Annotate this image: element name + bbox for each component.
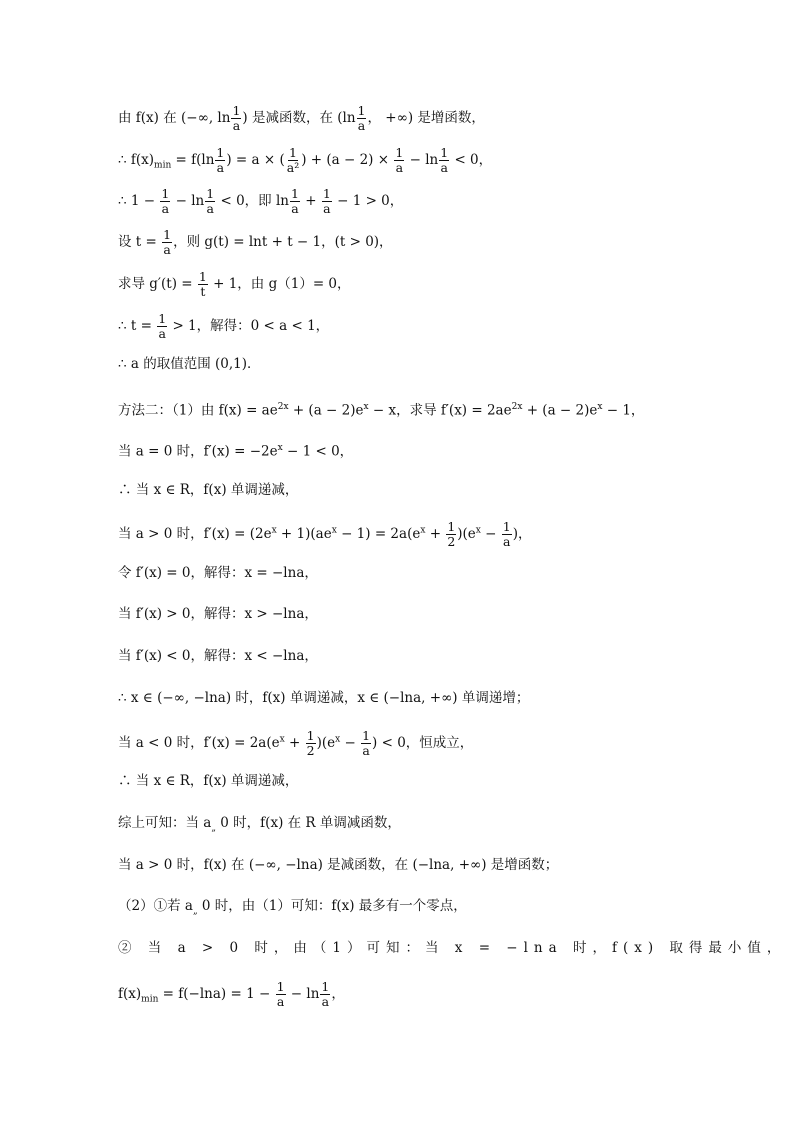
text-line (118, 980, 684, 1010)
text-run: − 1 < 0， (282, 443, 354, 460)
fraction (446, 520, 456, 549)
text-line (118, 187, 684, 216)
fraction-numerator: 1 (163, 227, 172, 242)
text-line (118, 646, 684, 666)
fraction (306, 729, 316, 758)
text-line (118, 688, 684, 708)
text-line (118, 104, 684, 133)
fraction (162, 228, 172, 257)
text-run: 当 a < 0 时，f′(x) = 2a(e (118, 735, 280, 751)
subscript: min (141, 994, 159, 1005)
text-line (118, 270, 684, 299)
text-run: ∴ a 的取值范围 (0,1)． (118, 356, 261, 372)
fraction-denominator: a (163, 242, 171, 257)
fraction-denominator: 2 (306, 743, 315, 758)
text-run: f(x) (118, 986, 142, 1002)
fraction-numerator: 1 (362, 728, 371, 743)
fraction-denominator: a (206, 201, 214, 216)
fraction-numerator: 1 (321, 979, 330, 994)
text-run: 令 f′(x) = 0，解得：x = −lna， (118, 565, 318, 581)
text-run: 当 a > 0 时，f′(x) = (2e (118, 526, 272, 542)
text-run: ∴ 1 − (118, 193, 160, 209)
text-run: + (a − 2)e (288, 402, 364, 419)
text-run: 由 f(x) 在 (−∞, ln (118, 110, 231, 126)
fraction-numerator: 1 (289, 145, 297, 160)
text-run: − 1 > 0， (332, 193, 404, 209)
fraction (160, 187, 170, 216)
superscript: x (597, 402, 603, 412)
fraction-numerator: 1 (395, 145, 404, 160)
text-run: 当 a > 0 时，f(x) 在 (−∞, −lna) 是减函数，在 (−lna, +∞) 是增函数； (118, 857, 559, 873)
text-run: )， (512, 526, 532, 542)
text-line (118, 896, 684, 922)
fraction (357, 104, 367, 133)
fraction-denominator: t (200, 284, 206, 299)
text-run: ∴ 当 x ∈ R，f(x) 单调递减， (118, 773, 299, 789)
text-run: 设 t = (118, 234, 162, 250)
fraction (215, 146, 225, 175)
fraction-denominator: a (216, 160, 225, 175)
fraction-numerator: 1 (502, 519, 511, 534)
text-run: ∴ t = (118, 318, 157, 334)
fraction-denominator: 2 (447, 534, 456, 549)
text-run: ∴ x ∈ (−∞, −lna) 时，f(x) 单调递减，x ∈ (−lna, +∞) 单调递增； (118, 690, 530, 706)
text-run: + (300, 193, 321, 209)
superscript: x (475, 525, 481, 536)
text-run: > 1，解得：0 < a < 1， (168, 318, 330, 334)
text-run: + (284, 735, 305, 751)
text-run: ) < 0，恒成立， (372, 735, 474, 751)
superscript: x (331, 525, 337, 536)
text-line (118, 563, 684, 583)
text-run: （2）①若 a (118, 898, 193, 914)
text-run: ) + (a − 2) × (301, 152, 394, 168)
text-run: ， +∞) 是增函数， (367, 110, 485, 126)
text-line (118, 771, 684, 791)
superscript: x (335, 734, 341, 745)
fraction-numerator: 1 (447, 519, 456, 534)
fraction-numerator: 1 (290, 186, 299, 201)
fraction-numerator: 1 (216, 145, 225, 160)
text-run: ) 是减函数，在 (ln (242, 110, 356, 126)
text-run: − (340, 735, 361, 751)
fraction-denominator: a (232, 118, 241, 133)
fraction-denominator: a (362, 743, 370, 758)
text-run: 当 a = 0 时，f′(x) = −2e (118, 443, 278, 460)
fraction (157, 312, 167, 341)
text-run: − 1， (602, 402, 645, 419)
superscript: x (277, 443, 283, 453)
text-run: 0 时，由（1）可知：f(x) 最多有一个零点， (197, 898, 467, 914)
superscript: x (271, 525, 277, 536)
text-line (118, 312, 684, 341)
text-run: = f(−lna) = 1 − (158, 986, 275, 1002)
fraction (286, 146, 300, 175)
fraction-denominator: a (440, 160, 448, 175)
text-run: ) = a × ( (226, 152, 285, 168)
fraction (502, 520, 512, 549)
fraction-numerator: 1 (357, 103, 366, 118)
superscript: 2x (277, 402, 289, 412)
fraction-denominator: a (321, 994, 330, 1009)
fraction-denominator: a (158, 326, 166, 341)
text-run: < 0，即 ln (216, 193, 289, 209)
fraction-denominator: a (503, 534, 511, 549)
text-run: 综上可知：当 a (118, 815, 212, 831)
superscript: x (363, 402, 369, 412)
superscript: 2x (511, 402, 523, 412)
text-run: ，则 g(t) = lnt + t − 1，(t > 0)， (173, 234, 393, 250)
text-run: 当 f′(x) > 0，解得：x > −lna， (118, 606, 318, 622)
superscript: x (420, 525, 426, 536)
text-run: − x，求导 f′(x) = 2ae (368, 402, 512, 419)
text-run: − (480, 526, 501, 542)
superscript: x (279, 734, 285, 745)
text-run: + (425, 526, 446, 542)
text-line (118, 354, 684, 374)
text-run: < 0， (450, 152, 493, 168)
text-run: ∴ f(x) (118, 152, 155, 168)
fraction-numerator: 1 (276, 979, 285, 994)
fraction-denominator: a (323, 201, 331, 216)
fraction-numerator: 1 (440, 145, 449, 160)
fraction-numerator: 1 (322, 186, 331, 201)
fraction-numerator: 1 (158, 311, 167, 326)
text-run: − ln (171, 193, 205, 209)
text-line (118, 520, 684, 549)
fraction (231, 104, 241, 133)
text-run: 求导 g′(t) = (118, 276, 197, 292)
fraction (290, 187, 300, 216)
text-run: ② 当 a > 0 时，由（1）可知：当 x = −lna 时，f(x) 取得最小值， (118, 940, 787, 956)
text-line (118, 938, 787, 958)
fraction-numerator: 1 (161, 186, 170, 201)
text-run: )(e (316, 735, 336, 751)
text-line (118, 729, 684, 758)
fraction-denominator: a (395, 160, 404, 175)
fraction (322, 187, 332, 216)
fraction-numerator: 1 (306, 728, 315, 743)
fraction-denominator: a² (286, 160, 300, 175)
fraction (205, 187, 215, 216)
fraction (320, 980, 330, 1009)
text-run: = f(ln (171, 152, 215, 168)
text-run: − ln (405, 152, 439, 168)
fraction-numerator: 1 (198, 269, 207, 284)
fraction-denominator: a (357, 118, 366, 133)
text-run: ∴ 当 x ∈ R，f(x) 单调递减， (118, 482, 299, 498)
text-line (118, 855, 684, 875)
text-run: ， (331, 986, 345, 1002)
text-run: )(e (457, 526, 476, 542)
text-line (118, 604, 684, 624)
fraction-denominator: a (291, 201, 299, 216)
fraction (276, 980, 286, 1009)
text-run: + 1)(ae (276, 526, 332, 542)
fraction-numerator: 1 (232, 103, 241, 118)
subscript: min (154, 160, 172, 171)
fraction (198, 270, 208, 299)
fraction-denominator: a (161, 201, 170, 216)
text-line (118, 228, 684, 257)
text-line (118, 146, 684, 176)
fraction (361, 729, 371, 758)
fraction (394, 146, 404, 175)
text-line (118, 438, 684, 462)
text-line (118, 397, 684, 421)
text-run: + (a − 2)e (522, 402, 598, 419)
text-line (118, 480, 684, 500)
fraction-denominator: a (276, 994, 285, 1009)
text-run: − ln (286, 986, 320, 1002)
fraction-numerator: 1 (206, 186, 215, 201)
fraction (439, 146, 449, 175)
text-run: 当 f′(x) < 0，解得：x < −lna， (118, 648, 318, 664)
text-run: 方法二：（1）由 f(x) = ae (118, 402, 278, 419)
text-run: − 1) = 2a(e (336, 526, 421, 542)
text-line (118, 813, 684, 839)
subscript: „ (192, 906, 198, 917)
text-run: + 1，由 g（1）= 0， (208, 276, 351, 292)
text-run: 0 时，f(x) 在 R 单调减函数， (216, 815, 401, 831)
subscript: „ (211, 823, 217, 834)
